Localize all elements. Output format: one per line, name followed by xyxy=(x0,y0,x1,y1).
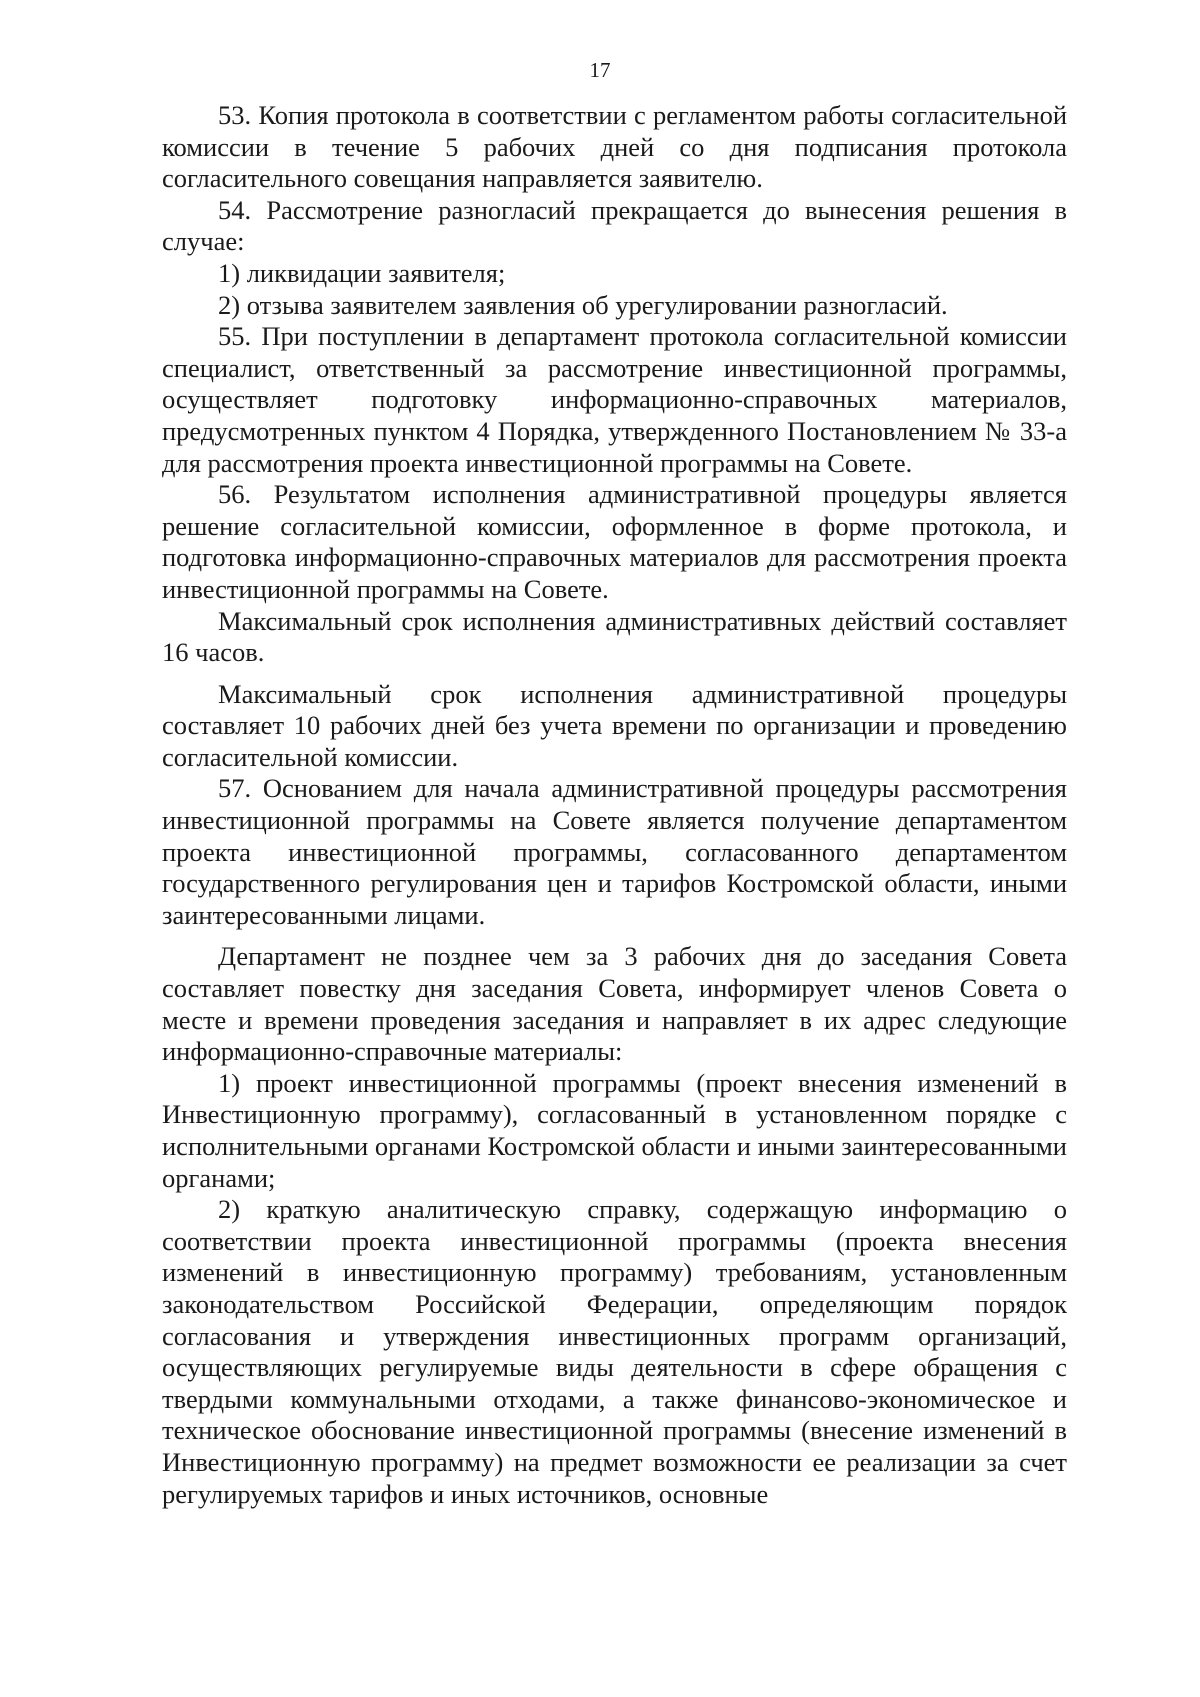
page-number: 17 xyxy=(589,58,611,82)
list-item-materials-1: 1) проект инвестиционной программы (проект внесения изменений в Инвестиционную программу), согласованный в установленном порядке с исполнительными органами Костромской области и иными заинтересованными органами; xyxy=(162,1067,1067,1193)
paragraph-53: 53. Копия протокола в соответствии с регламентом работы согласительной комиссии в течение 5 рабочих дней со дня подписания протокола согласительного совещания направляется заявителю. xyxy=(162,100,1067,194)
paragraph-department-agenda: Департамент не позднее чем за 3 рабочих дня до заседания Совета составляет повестку дня заседания Совета, информирует членов Совета о месте и времени проведения заседания и направляет в их адрес следующие информационно-справочные материалы: xyxy=(162,941,1067,1067)
list-item-materials-2: 2) краткую аналитическую справку, содержащую информацию о соответствии проекта инвестиционной программы (проекта внесения изменений в инвестиционную программу) требованиям, установленным законодательством Российской Федерации, определяющим порядок согласования и утверждения инвестиционных программ организаций, осуществляющих регулируемые виды деятельности в сфере обращения с твердыми коммунальными отходами, а также финансово-экономическое и техническое обоснование инвестиционной программы (внесение изменений в Инвестиционную программу) на предмет возможности ее реализации за счет регулируемых тарифов и иных источников, основные xyxy=(162,1194,1067,1509)
list-item-54-2: 2) отзыва заявителем заявления об урегулировании разногласий. xyxy=(218,289,948,320)
paragraph-max-term-actions: Максимальный срок исполнения административных действий составляет 16 часов. xyxy=(162,605,1067,668)
paragraph-56: 56. Результатом исполнения административной процедуры является решение согласительной комиссии, оформленное в форме протокола, и подготовка информационно-справочных материалов для рассмотрения проекта инвестиционной программы на Совете. xyxy=(162,479,1067,604)
paragraph-55: 55. При поступлении в департамент протокола согласительной комиссии специалист, ответственный за рассмотрение инвестиционной программы, осуществляет подготовку информационно-справочных материалов, предусмотренных пунктом 4 Порядка, утвержденного Постановлением № 33-а для рассмотрения проекта инвестиционной программы на Совете. xyxy=(162,321,1067,478)
paragraph-57: 57. Основанием для начала административной процедуры рассмотрения инвестиционной программы на Совете является получение департаментом проекта инвестиционной программы, согласованного департаментом государственного регулирования цен и тарифов Костромской области, иными заинтересованными лицами. xyxy=(162,773,1067,930)
list-item-54-1: 1) ликвидации заявителя; xyxy=(218,257,506,288)
body-text xyxy=(162,100,1067,1510)
paragraph-54: 54. Рассмотрение разногласий прекращается до вынесения решения в случае: xyxy=(162,194,1067,257)
paragraph-max-term-procedure: Максимальный срок исполнения административной процедуры составляет 10 рабочих дней без учета времени по организации и проведению согласительной комиссии. xyxy=(162,678,1067,772)
